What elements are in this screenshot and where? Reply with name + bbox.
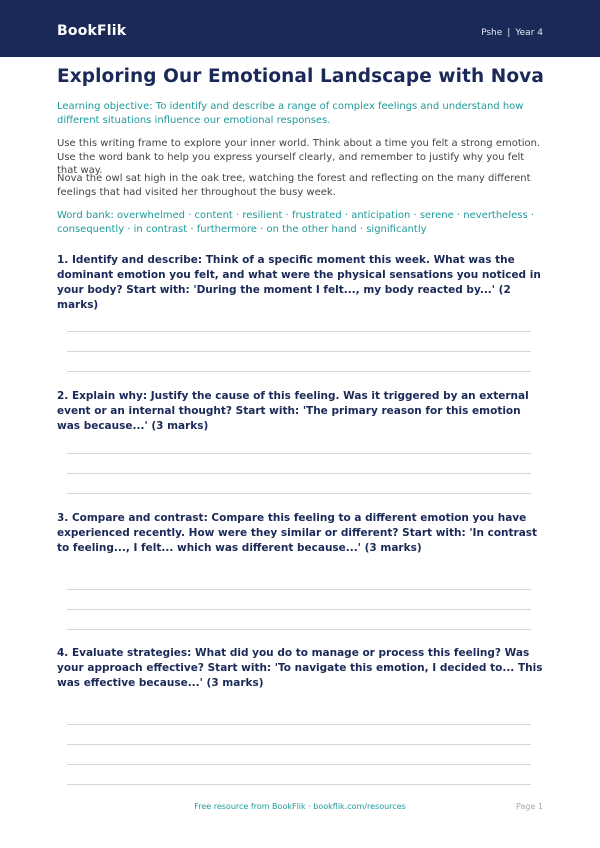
question-1: 1. Identify and describe: Think of a specific moment this week. What was the dominant emotion you felt, and what were the physical sensations you noticed in your body? Start with: 'During the moment I felt..., my body reacted by...' (2 marks) (57, 254, 541, 311)
answer-line[interactable] (67, 629, 531, 630)
year-label: Year 4 (515, 28, 543, 38)
answer-line[interactable] (67, 609, 531, 610)
question-3: 3. Compare and contrast: Compare this feeling to a different emotion you have experienced recently. How were they similar or different? Start with: 'In contrast to feeling..., I felt... which was different because...' (3 marks) (57, 512, 538, 554)
page-title: Exploring Our Emotional Landscape with Nova (57, 66, 544, 87)
answer-line[interactable] (67, 371, 531, 372)
answer-line[interactable] (67, 473, 531, 474)
question-2: 2. Explain why: Justify the cause of this feeling. Was it triggered by an external event or an internal thought? Start with: 'The primary reason for this emotion was because...' (3 marks) (57, 390, 529, 432)
word-bank: Word bank: overwhelmed · content · resilient · frustrated · anticipation · serene · nevertheless · consequently · in contrast · furthermore · on the other hand · significantly (57, 210, 535, 235)
page-header (0, 0, 600, 57)
subject-label: Pshe (481, 28, 503, 38)
answer-line[interactable] (67, 331, 531, 332)
answer-line[interactable] (67, 453, 531, 454)
question-4: 4. Evaluate strategies: What did you do to manage or process this feeling? Was your approach effective? Start with: 'To navigate this emotion, I decided to... This was effective because...' (3 marks) (57, 647, 543, 689)
answer-line[interactable] (67, 589, 531, 590)
answer-line[interactable] (67, 351, 531, 352)
story-text: Nova the owl sat high in the oak tree, watching the forest and reflecting on the many different feelings that had visited her throughout the busy week. (57, 173, 531, 198)
learning-objective: Learning objective: To identify and describe a range of complex feelings and understand how different situations influence our emotional responses. (57, 101, 524, 126)
answer-line[interactable] (67, 784, 531, 785)
meta-separator: | (507, 28, 511, 38)
header-meta (481, 28, 543, 38)
intro-text: Use this writing frame to explore your inner world. Think about a time you felt a strong emotion. Use the word bank to help you express yourself clearly, and remember to justify why you felt that way. (57, 138, 541, 176)
answer-line[interactable] (67, 744, 531, 745)
answer-line[interactable] (67, 724, 531, 725)
page-number: Page 1 (516, 802, 543, 811)
answer-line[interactable] (67, 764, 531, 765)
footer-link[interactable]: Free resource from BookFlik · bookflik.com/resources (194, 802, 406, 811)
brand-logo[interactable]: BookFlik (57, 23, 127, 39)
answer-line[interactable] (67, 493, 531, 494)
